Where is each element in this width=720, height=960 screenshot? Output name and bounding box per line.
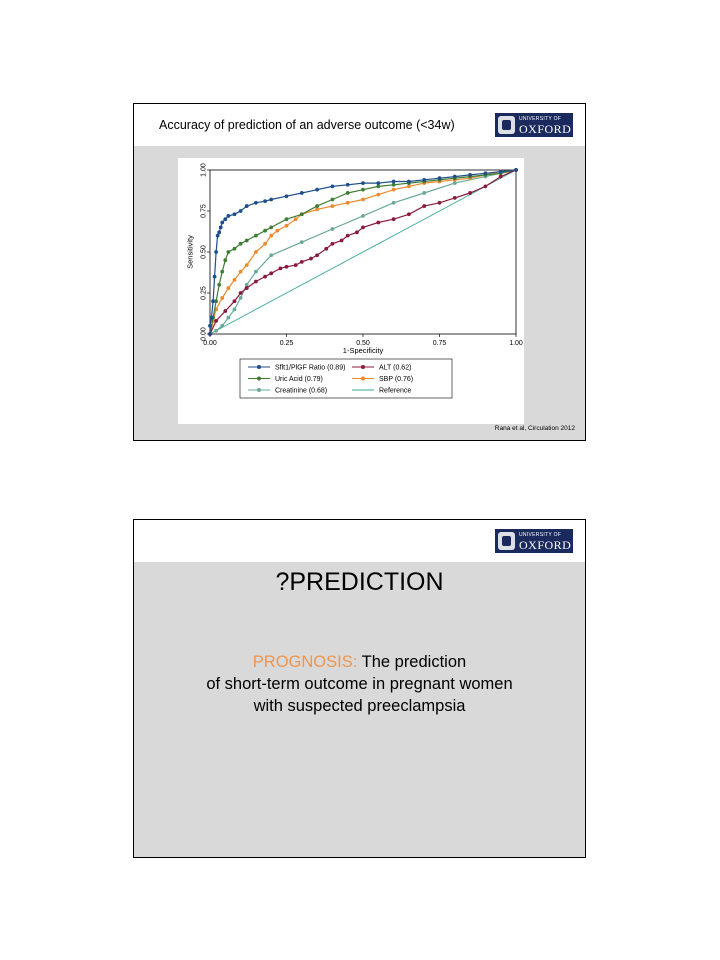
series-point <box>220 296 224 300</box>
series-point <box>269 198 273 202</box>
slide-1-content <box>134 146 585 440</box>
series-point <box>392 201 396 205</box>
series-point <box>407 212 411 216</box>
prognosis-text <box>134 651 585 717</box>
series-point <box>223 309 227 313</box>
series-point <box>453 196 457 200</box>
series-point <box>254 280 258 284</box>
series-point <box>245 204 249 208</box>
series-point <box>254 234 258 238</box>
series-point <box>278 267 282 271</box>
series-point <box>300 212 304 216</box>
series-point <box>245 239 249 243</box>
series-point <box>422 191 426 195</box>
oxford-logo <box>495 113 573 137</box>
roc-chart <box>178 158 524 424</box>
series-point <box>309 257 313 261</box>
y-tick-label: 0.75 <box>200 204 208 218</box>
series-point <box>453 181 457 185</box>
y-axis-label: Sensitivity <box>185 235 195 269</box>
series-point <box>484 185 488 189</box>
series-point <box>220 221 224 225</box>
series-point <box>438 176 442 180</box>
y-tick-label: 0.50 <box>200 245 208 259</box>
series-point <box>499 170 503 174</box>
legend-box <box>240 359 452 398</box>
series-point <box>438 201 442 205</box>
series-point <box>361 188 365 192</box>
x-tick-label: 1.00 <box>509 340 523 347</box>
series-point <box>294 263 298 267</box>
slide-1-title: Accuracy of prediction of an adverse outcome (<34w) <box>159 118 455 132</box>
legend-label: SBP (0.76) <box>379 376 414 383</box>
series-point <box>275 229 279 233</box>
series-point <box>245 286 249 290</box>
series-point <box>331 198 335 202</box>
series-point <box>392 217 396 221</box>
slide-1 <box>133 103 586 441</box>
logo-university-of: UNIVERSITY OF <box>519 116 562 122</box>
logo-university-of: UNIVERSITY OF <box>519 532 562 538</box>
series-point <box>269 226 273 230</box>
legend-swatch-marker <box>361 365 365 369</box>
series-point <box>269 234 273 238</box>
series-point <box>233 247 237 251</box>
series-point <box>315 188 319 192</box>
series-point <box>220 270 224 274</box>
series-point <box>499 175 503 179</box>
series-point <box>331 185 335 189</box>
series-point <box>361 181 365 185</box>
series-point <box>361 226 365 230</box>
series-point <box>468 191 472 195</box>
series-point <box>376 181 380 185</box>
oxford-crest-icon <box>498 532 515 550</box>
series-point <box>263 199 267 203</box>
roc-chart-svg <box>178 158 524 424</box>
series-point <box>346 191 350 195</box>
legend-label: ALT (0.62) <box>379 364 412 372</box>
series-point <box>214 329 218 333</box>
series-point <box>239 209 243 213</box>
slide-1-title-bar <box>134 104 585 146</box>
citation: Rana et al, Circulation 2012 <box>494 425 575 432</box>
x-tick-label: 0.00 <box>203 340 217 347</box>
legend-swatch-marker <box>257 365 261 369</box>
x-tick-label: 0.75 <box>432 340 447 347</box>
x-axis-label: 1-Specificity <box>342 346 384 355</box>
series-point <box>294 217 298 221</box>
legend-label: Sflt1/PlGF Ratio (0.89) <box>275 364 346 372</box>
series-point <box>407 180 411 184</box>
series-point <box>254 250 258 254</box>
series-point <box>233 278 237 282</box>
logo-oxford: OXFORD <box>519 538 572 552</box>
prognosis-label: PROGNOSIS: <box>252 653 358 671</box>
series-point <box>355 230 359 234</box>
series-point <box>239 296 243 300</box>
series-point <box>226 214 230 218</box>
series-point <box>217 230 221 234</box>
series-point <box>300 240 304 244</box>
series-point <box>233 299 237 303</box>
series-point <box>361 198 365 202</box>
series-point <box>245 263 249 267</box>
series-point <box>214 319 218 323</box>
series-point <box>453 175 457 179</box>
series-point <box>392 180 396 184</box>
series-point <box>376 221 380 225</box>
series-point <box>208 324 212 328</box>
series-point <box>254 270 258 274</box>
series-point <box>407 185 411 189</box>
series-point <box>233 212 237 216</box>
series-point <box>331 242 335 246</box>
slide-2 <box>133 519 586 858</box>
x-tick-label: 0.25 <box>279 340 294 347</box>
series-point <box>211 299 215 303</box>
series-point <box>226 286 230 290</box>
prognosis-line-2: of short-term outcome in pregnant women <box>206 675 513 693</box>
series-point <box>315 253 319 257</box>
series-point <box>484 171 488 175</box>
series-point <box>239 291 243 295</box>
series-point <box>514 168 518 172</box>
legend-swatch-marker <box>257 377 261 381</box>
series-point <box>217 283 221 287</box>
series-point <box>254 201 258 205</box>
series-point <box>269 253 273 257</box>
prognosis-line-1: The prediction <box>361 653 467 671</box>
series-point <box>346 234 350 238</box>
legend-label: Reference <box>379 387 412 395</box>
series-point <box>285 265 289 269</box>
series-point <box>285 194 289 198</box>
series-point <box>285 224 289 228</box>
series-point <box>376 193 380 197</box>
series-point <box>315 204 319 208</box>
series-point <box>223 258 227 262</box>
x-tick-label: 0.50 <box>356 340 370 347</box>
series-point <box>213 275 217 279</box>
series-point <box>245 283 249 287</box>
series-point <box>315 207 319 211</box>
series-point <box>216 234 220 238</box>
legend-swatch-marker <box>257 388 261 392</box>
series-point <box>340 239 344 243</box>
series-point <box>468 173 472 177</box>
y-tick-label: 0.00 <box>200 327 208 341</box>
series-point <box>239 242 243 246</box>
series-point <box>300 191 304 195</box>
series-point <box>392 183 396 187</box>
series-point <box>392 188 396 192</box>
oxford-logo <box>495 529 573 553</box>
series-point <box>422 178 426 182</box>
series-point <box>263 242 267 246</box>
series-point <box>208 332 212 336</box>
series-point <box>219 226 223 230</box>
series-point <box>220 324 224 328</box>
legend-label: Uric Acid (0.79) <box>275 376 323 383</box>
series-point <box>269 271 273 275</box>
y-tick-label: 0.25 <box>200 286 208 300</box>
prediction-heading: ?PREDICTION <box>275 568 444 596</box>
series-point <box>239 270 243 274</box>
slide-2-content <box>134 562 585 857</box>
series-point <box>285 217 289 221</box>
series-point <box>331 227 335 231</box>
series-point <box>361 214 365 218</box>
logo-oxford: OXFORD <box>519 122 572 136</box>
series-point <box>376 185 380 189</box>
series-point <box>210 316 214 320</box>
series-point <box>263 229 267 233</box>
series-point <box>263 275 267 279</box>
series-point <box>300 260 304 264</box>
series-point <box>226 316 230 320</box>
series-point <box>226 250 230 254</box>
series-point <box>324 247 328 251</box>
series-point <box>223 217 227 221</box>
y-tick-label: 1.00 <box>200 163 208 177</box>
series-point <box>422 204 426 208</box>
prognosis-line-3: with suspected preeclampsia <box>253 697 466 715</box>
oxford-crest-icon <box>498 116 515 134</box>
series-point <box>233 308 237 312</box>
slide-2-title-bar <box>134 520 585 562</box>
series-point <box>346 183 350 187</box>
series-point <box>346 201 350 205</box>
series-point <box>214 250 218 254</box>
legend-label: Creatinine (0.68) <box>275 387 328 395</box>
series-point <box>331 204 335 208</box>
legend-swatch-marker <box>361 377 365 381</box>
